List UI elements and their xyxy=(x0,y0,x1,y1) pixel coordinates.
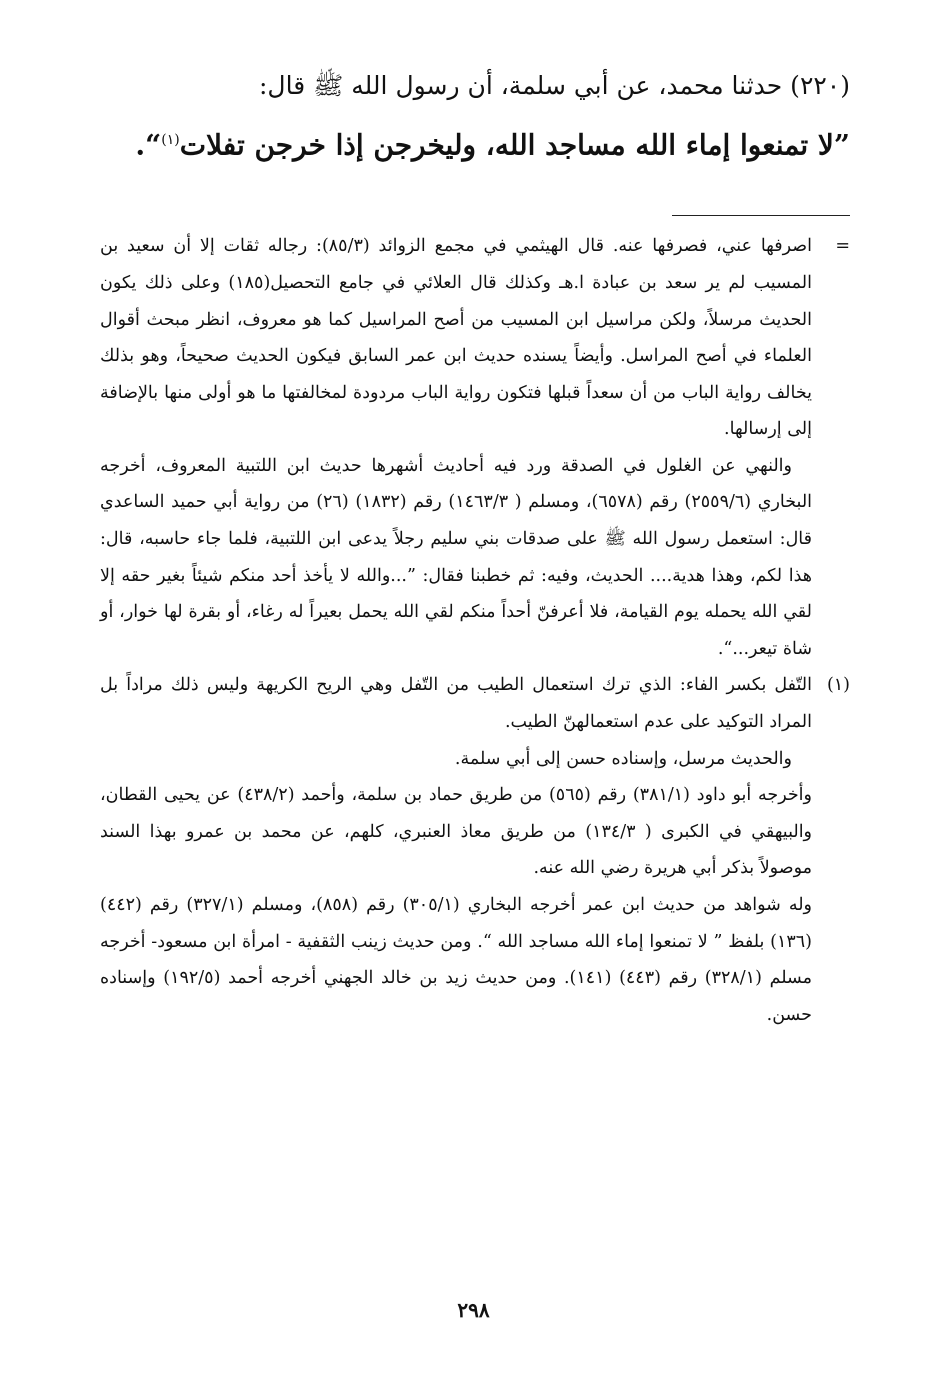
hadith-text xyxy=(100,112,850,173)
footnote-reference[interactable]: (١) xyxy=(161,132,180,148)
hadith-text-closing: “. xyxy=(135,128,162,162)
footnote-continuation-text: اصرفها عني، فصرفها عنه. قال الهيثمي في مجمع الزوائد (٨٥/٣): رجاله ثقات إلا أن سعيد بن المسيب لم ير سعد بن عبادة ا.هـ وكذلك قال العلائي في جامع التحصيل(١٨٥) وعلى ذلك يكون الحديث مرسلاً، ولكن مراسيل ابن المسيب من أصح المراسيل كما هو معروف، انظر مبحث أقوال العلماء في أصح المراسل. وأيضاً يسنده حديث ابن عمر السابق فيكون الحديث صحيحاً، وهو بذلك يخالف رواية الباب من أن سعداً قبلها فتكون رواية الباب مردودة لمخالفتها ما هو أولى منها بالإضافة إلى إرسالها. xyxy=(100,236,812,440)
footnotes xyxy=(100,228,850,1033)
footnote-divider xyxy=(672,215,850,216)
footnote-1-text: التّفل بكسر الفاء: الذي ترك استعمال الطيب من التّفل وهي الريح الكريهة وليس ذلك مراداً بل المراد التوكيد على عدم استعمالهنّ الطيب. xyxy=(100,675,812,733)
footnote-1-paragraph: والحديث مرسل، وإسناده حسن إلى أبي سلمة. xyxy=(454,748,792,769)
page-number: ٢٩٨ xyxy=(457,1298,490,1322)
continuation-marker: = xyxy=(835,236,850,257)
footnote-1-marker: (١) xyxy=(826,675,850,696)
hadith-intro: (٢٢٠) حدثنا محمد، عن أبي سلمة، أن رسول الله ﷺ قال: xyxy=(259,71,850,100)
footnote-1 xyxy=(100,667,850,740)
page-body xyxy=(100,62,850,1033)
footnote-paragraph: والنهي عن الغلول في الصدقة ورد فيه أحاديث أشهرها حديث ابن اللتبية المعروف، أخرجه البخاري (٢٥٥٩/٦) رقم (٦٥٧٨)، ومسلم ( ١٤٦٣/٣) رقم (١٨٣٢) (٢٦) من رواية أبي حميد الساعدي قال: استعمل رسول الله ﷺ على صدقات بني سليم رجلاً يدعى ابن اللتبية، فلما جاء حاسبه، قال: هذا لكم، وهذا هدية.... الحديث، وفيه: ثم خطبنا فقال: ”...والله لا يأخذ أحد منكم شيئاً بغير حقه إلا لقي الله يحمله يوم القيامة، فلا أعرفنّ أحداً منكم لقي الله يحمل بعيراً له رغاء، أو بقرة لها خوار، أو شاة تيعر...“. xyxy=(100,455,813,659)
footnote-1-paragraph: وأخرجه أبو داود (٣٨١/١) رقم (٥٦٥) من طريق حماد بن سلمة، وأحمد (٤٣٨/٢) عن يحيى القطان، والبيهقي في الكبرى ( ١٣٤/٣) من طريق معاذ العنبري، كلهم، عن محمد بن عمرو بهذا السند موصولاً بذكر أبي هريرة رضي الله عنه. xyxy=(100,785,813,879)
footnote-1-paragraph: وله شواهد من حديث ابن عمر أخرجه البخاري (٣٠٥/١) رقم (٨٥٨)، ومسلم (٣٢٧/١) رقم (٤٤٢) (١٣٦) بلفظ ” لا تمنعوا إماء الله مساجد الله “. ومن حديث زينب الثقفية - امرأة ابن مسعود- أخرجه مسلم (٣٢٨/١) رقم (٤٤٣) (١٤١). ومن حديث زيد بن خالد الجهني أخرجه أحمد (١٩٢/٥) وإسناده حسن. xyxy=(100,895,812,1025)
hadith-text-body: ”لا تمنعوا إماء الله مساجد الله، وليخرجن إذا خرجن تفلات xyxy=(179,128,850,162)
footnote-continuation xyxy=(100,228,850,448)
